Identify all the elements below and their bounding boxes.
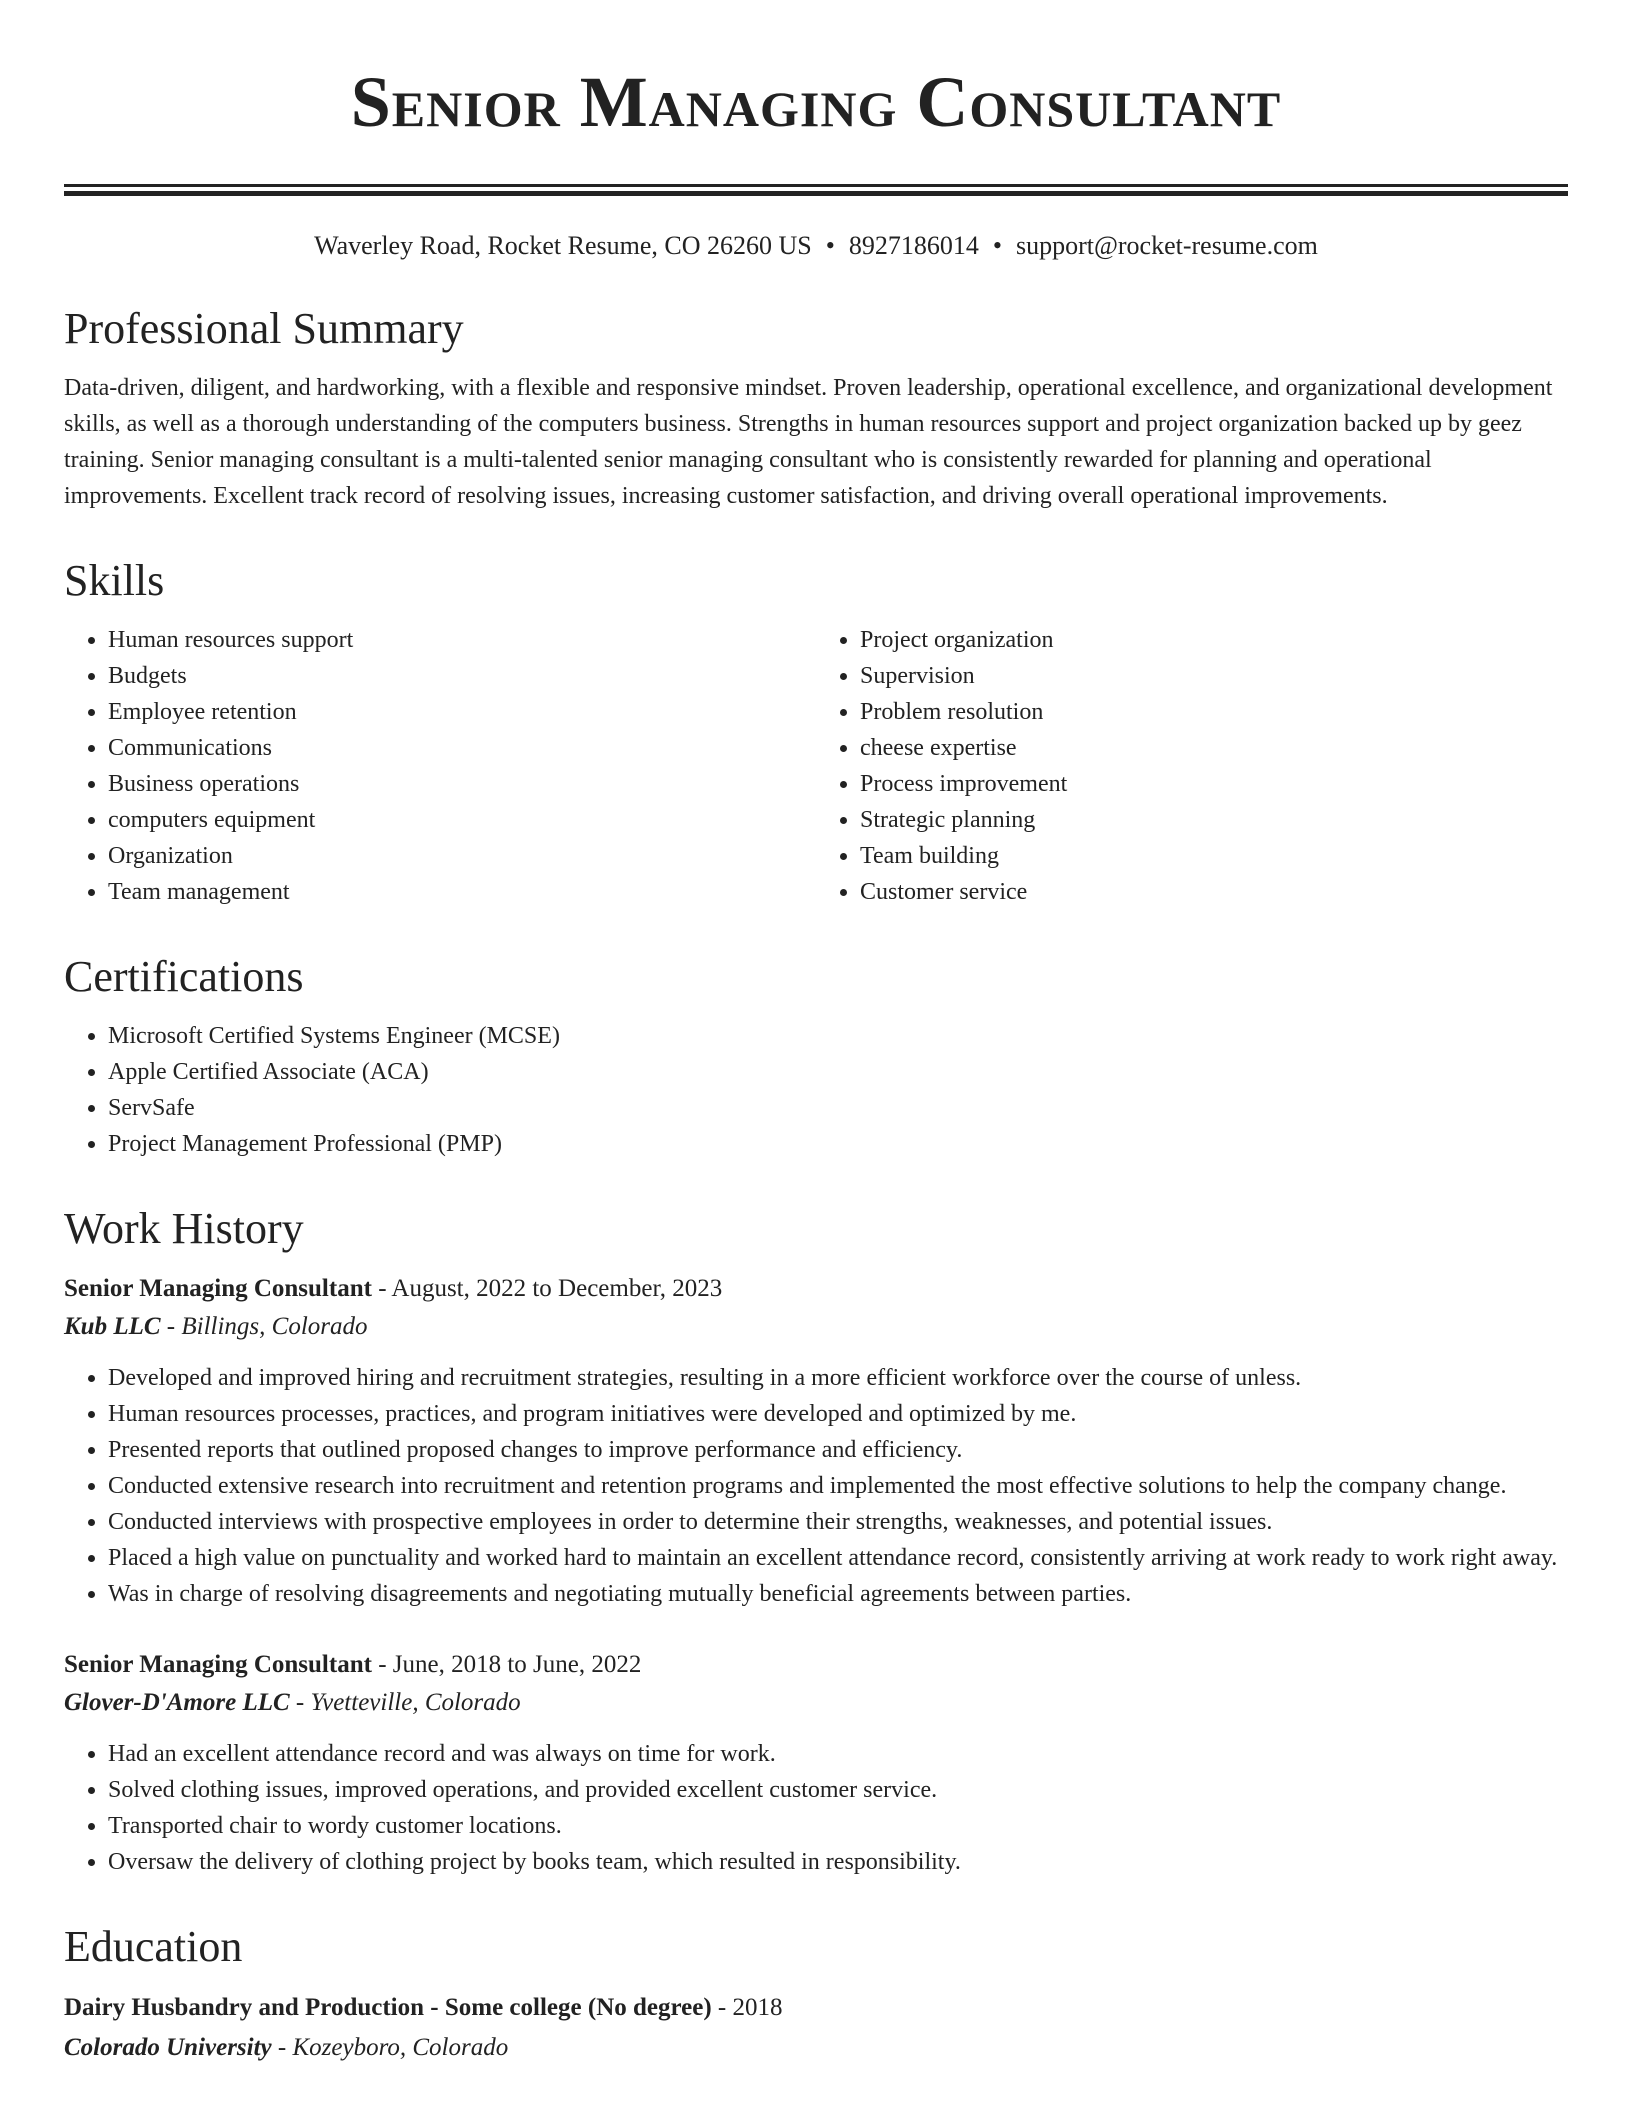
job-location: - Billings, Colorado	[160, 1313, 368, 1340]
education-year: - 2018	[711, 1994, 783, 2021]
contact-phone: 8927186014	[848, 231, 979, 260]
job-employer	[64, 1308, 1568, 1346]
contact-separator: •	[992, 231, 1002, 260]
resume-name: Senior Managing Consultant	[350, 62, 1282, 142]
job-duty: • Placed a high value on punctuality and worked hard to maintain an excellent attendance record, consistently arriving at work ready to work right away.	[108, 1540, 1568, 1576]
job-company: Glover-D'Amore LLC	[64, 1689, 290, 1716]
certifications-list	[64, 1018, 1568, 1162]
skill-item: • Supervision	[860, 658, 1568, 694]
header-divider	[64, 184, 1568, 196]
job-duty: • Had an excellent attendance record and was always on time for work.	[108, 1736, 1568, 1772]
skill-item: • Problem resolution	[860, 694, 1568, 730]
contact-line	[64, 230, 1568, 262]
job-dates: - June, 2018 to June, 2022	[371, 1651, 642, 1678]
skills-left-list	[64, 622, 816, 910]
job-employer	[64, 1684, 1568, 1722]
skill-item: • computers equipment	[108, 802, 816, 838]
education-degree-line	[64, 1988, 1568, 2028]
job-duty: • Developed and improved hiring and recruitment strategies, resulting in a more efficient workforce over the course of unless.	[108, 1360, 1568, 1396]
summary-heading: Professional Summary	[64, 304, 464, 353]
job-title: Senior Managing Consultant	[64, 1651, 372, 1678]
skill-item: • Project organization	[860, 622, 1568, 658]
skill-item: • Team management	[108, 874, 816, 910]
job-duty: • Was in charge of resolving disagreements and negotiating mutually beneficial agreements between parties.	[108, 1576, 1568, 1612]
skill-item: • Process improvement	[860, 766, 1568, 802]
job-duties-list	[64, 1360, 1568, 1612]
education-location: - Kozeyboro, Colorado	[271, 2034, 509, 2061]
education-school-line	[64, 2028, 1568, 2068]
job-duty: • Oversaw the delivery of clothing project by books team, which resulted in responsibility.	[108, 1844, 1568, 1880]
work-history-section	[64, 1202, 1568, 1880]
summary-text: Data-driven, diligent, and hardworking, with a flexible and responsive mindset. Proven leadership, operational excellence, and organizational development skills, as well as a thorough understanding of the computers business. Strengths in human resources support and project organization backed up by geez training. Senior managing consultant is a multi-talented senior managing consultant who is consistently rewarded for planning and operational improvements. Excellent track record of resolving issues, increasing customer satisfaction, and driving overall operational improvements.	[64, 375, 1553, 509]
certification-item: • Project Management Professional (PMP)	[108, 1126, 1568, 1162]
skill-item: • cheese expertise	[860, 730, 1568, 766]
job-duty: • Presented reports that outlined proposed changes to improve performance and efficiency.	[108, 1432, 1568, 1468]
skills-grid	[64, 622, 1568, 910]
summary-section	[64, 302, 1568, 514]
skill-item: • Budgets	[108, 658, 816, 694]
job-duties-list	[64, 1736, 1568, 1880]
certifications-heading: Certifications	[64, 952, 304, 1001]
job-entry	[64, 1270, 1568, 1612]
contact-email[interactable]: support@rocket-resume.com	[1015, 231, 1318, 260]
certifications-section	[64, 950, 1568, 1162]
certification-item: • ServSafe	[108, 1090, 1568, 1126]
job-duty: • Transported chair to wordy customer locations.	[108, 1808, 1568, 1844]
skill-item: • Customer service	[860, 874, 1568, 910]
skill-item: • Human resources support	[108, 622, 816, 658]
contact-address: Waverley Road, Rocket Resume, CO 26260 US	[314, 231, 812, 260]
education-heading: Education	[64, 1922, 243, 1971]
skill-item: • Strategic planning	[860, 802, 1568, 838]
education-section	[64, 1920, 1568, 2068]
skill-item: • Employee retention	[108, 694, 816, 730]
job-location: - Yvetteville, Colorado	[289, 1689, 521, 1716]
job-heading	[64, 1646, 1568, 1684]
skills-right-list	[816, 622, 1568, 910]
work-history-heading: Work History	[64, 1204, 304, 1253]
skill-item: • Team building	[860, 838, 1568, 874]
job-dates: - August, 2022 to December, 2023	[371, 1275, 723, 1302]
skills-heading: Skills	[64, 556, 165, 605]
job-entry	[64, 1646, 1568, 1880]
certification-item: • Microsoft Certified Systems Engineer (MCSE)	[108, 1018, 1568, 1054]
job-duty: • Human resources processes, practices, and program initiatives were developed and optimized by me.	[108, 1396, 1568, 1432]
skill-item: • Communications	[108, 730, 816, 766]
education-degree: Dairy Husbandry and Production - Some college (No degree)	[64, 1994, 712, 2021]
job-duty: • Solved clothing issues, improved operations, and provided excellent customer service.	[108, 1772, 1568, 1808]
job-heading	[64, 1270, 1568, 1308]
skill-item: • Business operations	[108, 766, 816, 802]
job-company: Kub LLC	[64, 1313, 161, 1340]
certification-item: • Apple Certified Associate (ACA)	[108, 1054, 1568, 1090]
contact-separator: •	[825, 231, 835, 260]
job-title: Senior Managing Consultant	[64, 1275, 372, 1302]
job-duty: • Conducted extensive research into recruitment and retention programs and implemented the most effective solutions to help the company change.	[108, 1468, 1568, 1504]
skills-section	[64, 554, 1568, 910]
education-school: Colorado University	[64, 2034, 272, 2061]
job-duty: • Conducted interviews with prospective employees in order to determine their strengths, weaknesses, and potential issues.	[108, 1504, 1568, 1540]
skill-item: • Organization	[108, 838, 816, 874]
